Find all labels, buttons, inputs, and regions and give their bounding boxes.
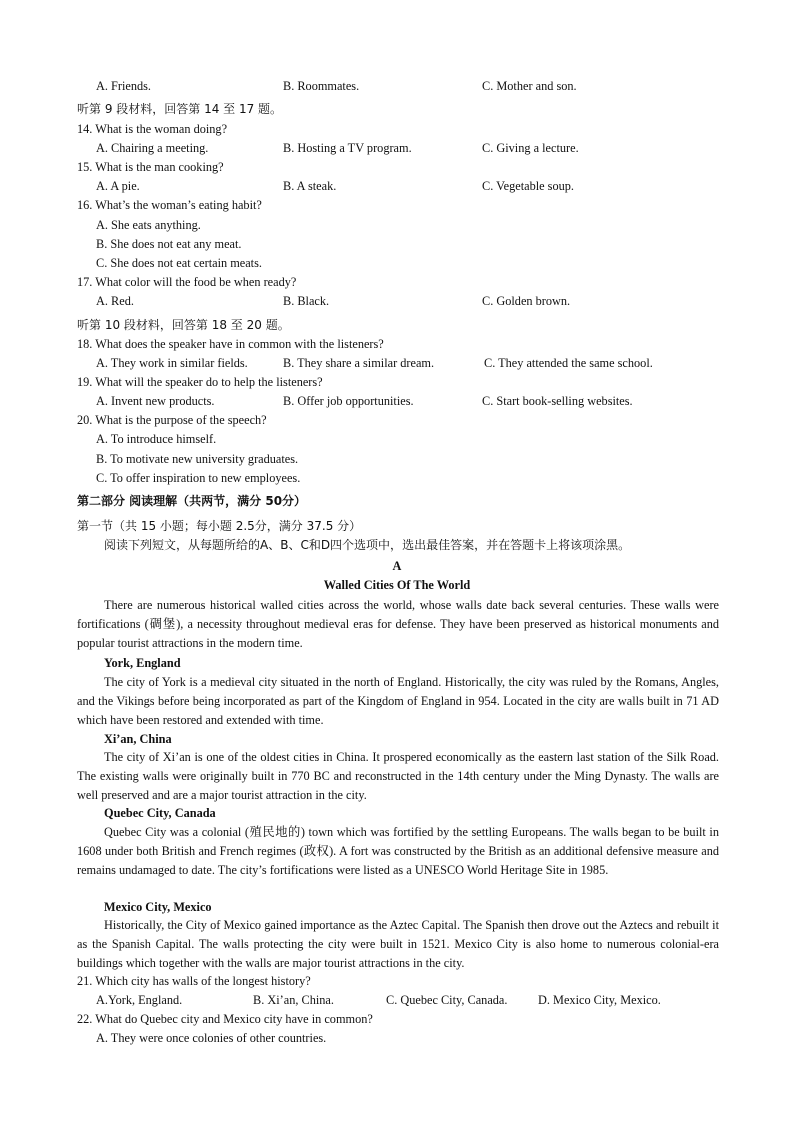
q21-option-d[interactable]: D. Mexico City, Mexico. [538,993,661,1007]
section1-heading: 第一节（共 15 小题；每小题 2.5分，满分 37.5 分） [77,519,362,533]
q15-option-a[interactable]: A. A pie. [96,179,140,193]
intro-paragraph: There are numerous historical walled cities across the world, whose walls date back several centuries. These walls were fortifications (碉堡), a necessity throughout medieval eras for defense. They have been preserved as historical monuments and popular tourist attractions in the modern time. [77,598,719,650]
q21-option-a[interactable]: A.York, England. [96,993,183,1007]
q19-stem: 19. What will the speaker do to help the listeners? [77,375,323,389]
mexico-paragraph: Historically, the City of Mexico gained importance as the Aztec Capital. The Spanish then drove out the Aztecs and rebuilt it as the Spanish Capital. The walls protecting the city were built in 1521. Mexico City is also home to numerous colonial-era buildings which together with the walls are major tourist attractions in the city. [77,918,719,970]
q18-option-b[interactable]: B. They share a similar dream. [283,356,435,370]
q20-stem: 20. What is the purpose of the speech? [77,413,267,427]
section-9-instruction: 听第 9 段材料，回答第 14 至 17 题。 [77,102,283,116]
q14-option-b[interactable]: B. Hosting a TV program. [283,141,412,155]
reading-instructions: 阅读下列短文，从每题所给的A、B、C和D四个选项中，选出最佳答案，并在答题卡上将该项涂黑。 [104,538,631,552]
q13-option-c[interactable]: C. Mother and son. [482,79,577,93]
q13-option-a[interactable]: A. Friends. [96,79,151,93]
q17-stem: 17. What color will the food be when ready? [77,275,297,289]
q21-stem: 21. Which city has walls of the longest history? [77,974,311,988]
q16-stem: 16. What’s the woman’s eating habit? [77,198,262,212]
q14-option-a[interactable]: A. Chairing a meeting. [96,141,209,155]
q16-option-a[interactable]: A. She eats anything. [96,218,201,232]
q17-option-b[interactable]: B. Black. [283,294,330,308]
q18-option-c[interactable]: C. They attended the same school. [484,356,653,370]
york-paragraph: The city of York is a medieval city situated in the north of England. Historically, the city was ruled by the Romans, Angles, and the Vikings before being incorporated as part of the Kingdom of England in 954. Located in the city are walls built in 71 AD which have been restored and extended with time. [77,675,719,727]
q18-stem: 18. What does the speaker have in common with the listeners? [77,337,384,351]
xian-heading: Xi’an, China [104,732,172,746]
q15-stem: 15. What is the man cooking? [77,160,224,174]
york-heading: York, England [104,656,181,670]
q15-option-c[interactable]: C. Vegetable soup. [482,179,574,193]
q14-stem: 14. What is the woman doing? [77,122,228,136]
q20-option-c[interactable]: C. To offer inspiration to new employees. [96,471,301,485]
passage-letter: A [392,559,402,573]
part2-heading: 第二部分 阅读理解（共两节，满分 50分） [77,494,307,508]
q21-option-b[interactable]: B. Xi’an, China. [253,993,334,1007]
q13-option-b[interactable]: B. Roommates. [283,79,360,93]
passage-title: Walled Cities Of The World [323,578,471,592]
q20-option-b[interactable]: B. To motivate new university graduates. [96,452,299,466]
q16-option-c[interactable]: C. She does not eat certain meats. [96,256,262,270]
xian-paragraph: The city of Xi’an is one of the oldest cities in China. It prospered economically as the eastern last station of the Silk Road. The existing walls were originally built in 770 BC and reconstructed in the 14th century under the Ming Dynasty. The walls are well preserved and are a major tourist attraction in the city. [77,750,719,802]
q17-option-c[interactable]: C. Golden brown. [482,294,571,308]
q22-option-a[interactable]: A. They were once colonies of other countries. [96,1031,327,1045]
q21-option-c[interactable]: C. Quebec City, Canada. [386,993,508,1007]
quebec-paragraph: Quebec City was a colonial (殖民地的) town which was fortified by the settling Europeans. The walls began to be built in 1608 under both British and French regimes (政权). A fort was constructed by the British as an additional defensive measure and remains undamaged to date. The city’s fortifications were listed as a UNESCO World Heritage Site in 1985. [77,825,719,877]
q22-stem: 22. What do Quebec city and Mexico city have in common? [77,1012,373,1026]
q17-option-a[interactable]: A. Red. [96,294,134,308]
section-10-instruction: 听第 10 段材料，回答第 18 至 20 题。 [77,318,290,332]
q19-option-a[interactable]: A. Invent new products. [96,394,215,408]
q15-option-b[interactable]: B. A steak. [283,179,337,193]
quebec-heading: Quebec City, Canada [104,806,216,820]
q18-option-a[interactable]: A. They work in similar fields. [96,356,248,370]
mexico-heading: Mexico City, Mexico [104,900,212,914]
q19-option-c[interactable]: C. Start book-selling websites. [482,394,633,408]
q14-option-c[interactable]: C. Giving a lecture. [482,141,579,155]
q19-option-b[interactable]: B. Offer job opportunities. [283,394,414,408]
q20-option-a[interactable]: A. To introduce himself. [96,432,217,446]
q16-option-b[interactable]: B. She does not eat any meat. [96,237,242,251]
